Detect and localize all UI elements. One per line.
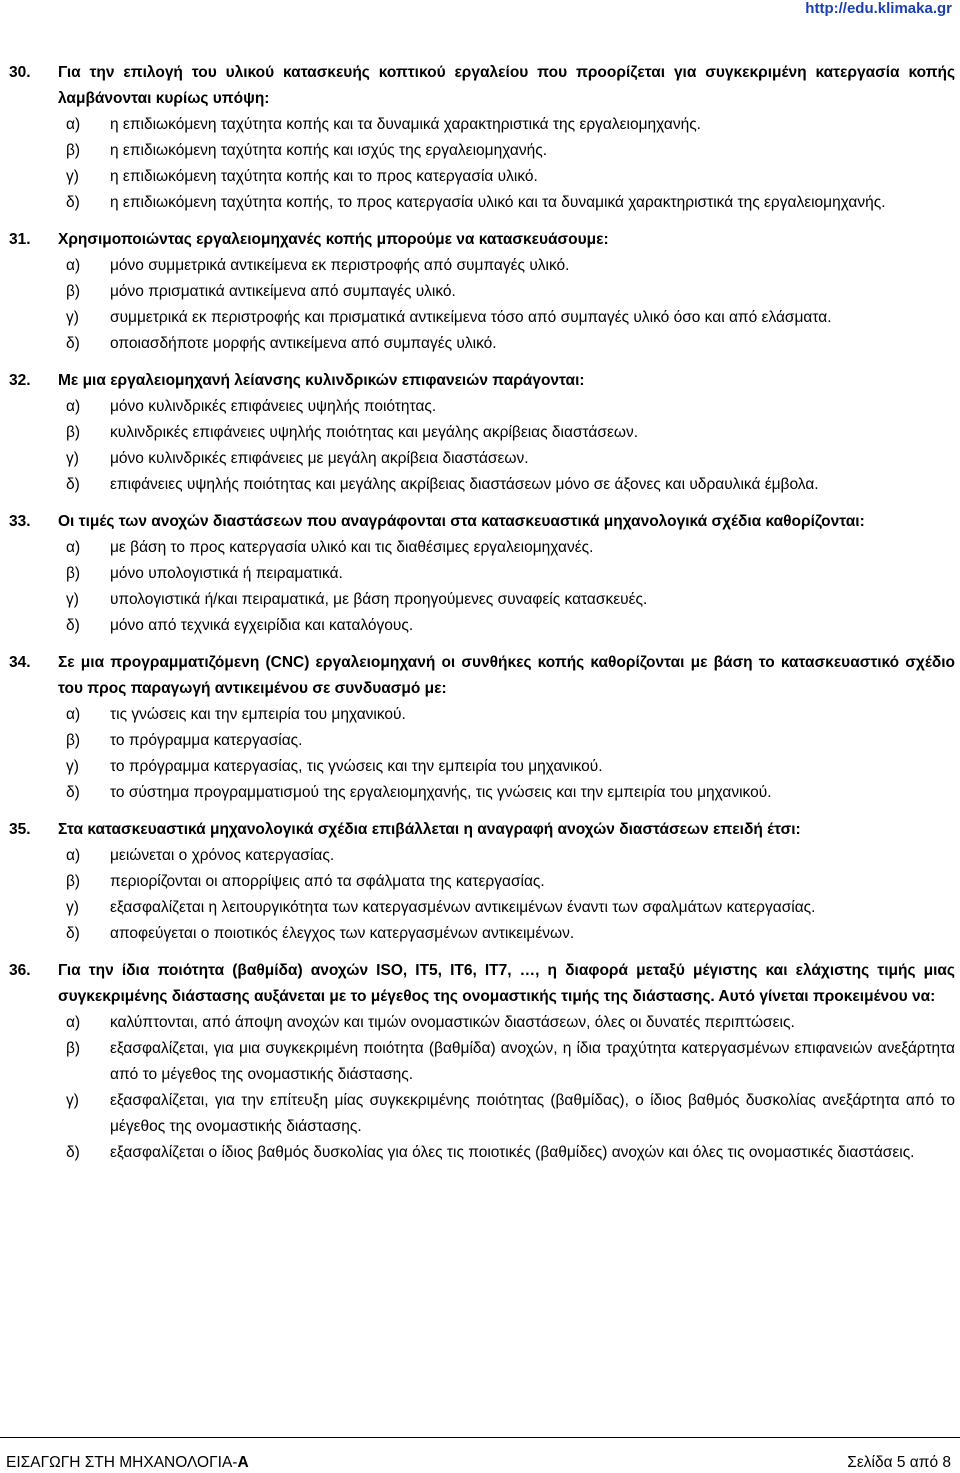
option-letter: γ) [66,450,79,467]
option-letter: α) [66,1014,81,1031]
option-c [0,754,960,780]
option-text: εξασφαλίζεται, για την επίτευξη μίας συγκεκριμένης ποιότητας (βαθμίδας), ο ίδιος βαθμός δυσκολίας ανεξάρτητα από το μέγεθος της ονομαστικής διάστασης. [110,1092,955,1135]
option-text: οποιασδήποτε μορφής αντικείμενα από συμπαγές υλικό. [110,335,497,352]
option-letter: δ) [66,194,80,211]
option-letter: β) [66,283,81,300]
option-letter: δ) [66,476,80,493]
question-34 [0,650,960,806]
option-c [0,895,960,921]
option-b [0,869,960,895]
option-letter: δ) [66,617,80,634]
option-text: το πρόγραμμα κατεργασίας. [110,732,303,749]
option-letter: α) [66,847,81,864]
option-d [0,190,960,216]
option-d [0,921,960,947]
option-text: μόνο συμμετρικά αντικείμενα εκ περιστροφής από συμπαγές υλικό. [110,257,570,274]
option-c [0,305,960,331]
question-number: 33. [9,513,31,530]
option-a [0,1010,960,1036]
option-letter: β) [66,732,81,749]
option-letter: β) [66,1040,81,1057]
footer-course-title [6,1454,249,1472]
option-letter: β) [66,565,81,582]
question-text: Σε μια προγραμματιζόμενη (CNC) εργαλειομηχανή οι συνθήκες κοπής καθορίζονται με βάση το κατασκευαστικό σχέδιο του προς παραγωγή αντικειμένου σε συνδυασμό με: [58,654,955,697]
option-letter: γ) [66,591,79,608]
option-text: καλύπτονται, από άποψη ανοχών και τιμών ονομαστικών διαστάσεων, όλες οι δυνατές περιπτώσεις. [110,1014,795,1031]
option-text: εξασφαλίζεται, για μια συγκεκριμένη ποιότητα (βαθμίδα) ανοχών, η ίδια τραχύτητα κατεργασμένων επιφανειών ανεξάρτητα από το μέγεθος της ονομαστικής διάστασης. [110,1040,955,1083]
option-letter: β) [66,424,81,441]
question-35 [0,817,960,947]
option-text: αποφεύγεται ο ποιοτικός έλεγχος των κατεργασμένων αντικειμένων. [110,925,575,942]
option-text: τις γνώσεις και την εμπειρία του μηχανικού. [110,706,406,723]
option-letter: δ) [66,925,80,942]
footer-page-number: Σελίδα 5 από 8 [847,1454,951,1471]
option-text: μόνο κυλινδρικές επιφάνειες με μεγάλη ακρίβεια διαστάσεων. [110,450,529,467]
question-number: 32. [9,372,31,389]
option-d [0,472,960,498]
option-letter: γ) [66,168,79,185]
option-letter: γ) [66,899,79,916]
option-letter: δ) [66,335,80,352]
option-d [0,613,960,639]
option-text: επιφάνειες υψηλής ποιότητας και μεγάλης ακρίβειας διαστάσεων μόνο σε άξονες και υδραυλικά έμβολα. [110,476,819,493]
option-letter: α) [66,116,81,133]
question-text: Με μια εργαλειομηχανή λείανσης κυλινδρικών επιφανειών παράγονται: [58,372,585,389]
option-text: συμμετρικά εκ περιστροφής και πρισματικά αντικείμενα τόσο από συμπαγές υλικό όσο και από ελάσματα. [110,309,832,326]
option-text: μόνο υπολογιστικά ή πειραματικά. [110,565,343,582]
option-a [0,535,960,561]
option-text: εξασφαλίζεται η λειτουργικότητα των κατεργασμένων αντικειμένων έναντι των σφαλμάτων κατεργασίας. [110,899,816,916]
option-text: μόνο από τεχνικά εγχειρίδια και καταλόγους. [110,617,414,634]
question-text: Χρησιμοποιώντας εργαλειομηχανές κοπής μπορούμε να κατασκευάσουμε: [58,231,609,248]
option-d [0,331,960,357]
option-d [0,780,960,806]
option-letter: α) [66,539,81,556]
option-letter: δ) [66,1144,80,1161]
option-b [0,1036,960,1088]
option-letter: α) [66,257,81,274]
option-text: η επιδιωκόμενη ταχύτητα κοπής και τα δυναμικά χαρακτηριστικά της εργαλειομηχανής. [110,116,701,133]
option-c [0,1088,960,1140]
option-b [0,420,960,446]
question-number: 30. [9,64,31,81]
option-letter: β) [66,873,81,890]
option-letter: α) [66,706,81,723]
option-c [0,164,960,190]
question-32 [0,368,960,498]
option-text: η επιδιωκόμενη ταχύτητα κοπής και το προς κατεργασία υλικό. [110,168,538,185]
course-title-text: ΕΙΣΑΓΩΓΗ ΣΤΗ ΜΗΧΑΝΟΛΟΓΙΑ- [6,1454,238,1471]
option-b [0,561,960,587]
option-text: περιορίζονται οι απορρίψεις από τα σφάλματα της κατεργασίας. [110,873,545,890]
question-33 [0,509,960,639]
option-d [0,1140,960,1166]
questions-list [0,60,960,1177]
question-text: Για την επιλογή του υλικού κατασκευής κοπτικού εργαλείου που προορίζεται για συγκεκριμένη κατεργασία κοπής λαμβάνονται κυρίως υπόψη: [58,64,955,107]
option-letter: γ) [66,1092,79,1109]
question-36 [0,958,960,1166]
option-a [0,702,960,728]
option-letter: δ) [66,784,80,801]
option-c [0,587,960,613]
question-number: 31. [9,231,31,248]
question-text: Για την ίδια ποιότητα (βαθμίδα) ανοχών ISO, IT5, IT6, IT7, …, η διαφορά μεταξύ μέγιστης και ελάχιστης τιμής μιας συγκεκριμένης διάστασης αυξάνεται με το μέγεθος της ονομαστικής τιμής της διάστασης. Αυτό γίνεται προκειμένου να: [58,962,955,1005]
option-c [0,446,960,472]
option-text: το σύστημα προγραμματισμού της εργαλειομηχανής, τις γνώσεις και την εμπειρία του μηχανικού. [110,784,772,801]
option-letter: α) [66,398,81,415]
option-text: με βάση το προς κατεργασία υλικό και τις διαθέσιμες εργαλειομηχανές. [110,539,594,556]
option-text: το πρόγραμμα κατεργασίας, τις γνώσεις και την εμπειρία του μηχανικού. [110,758,603,775]
site-url-link[interactable]: http://edu.klimaka.gr [805,0,952,17]
option-text: εξασφαλίζεται ο ίδιος βαθμός δυσκολίας για όλες τις ποιοτικές (βαθμίδες) ανοχών και όλες τις ονομαστικές διαστάσεις. [110,1144,915,1161]
option-text: μειώνεται ο χρόνος κατεργασίας. [110,847,335,864]
course-title-suffix: Α [237,1454,249,1471]
question-number: 35. [9,821,31,838]
option-text: υπολογιστικά ή/και πειραματικά, με βάση προηγούμενες συναφείς κατασκευές. [110,591,648,608]
option-a [0,112,960,138]
option-text: η επιδιωκόμενη ταχύτητα κοπής, το προς κατεργασία υλικό και τα δυναμικά χαρακτηριστικά της εργαλειομηχανής. [110,194,886,211]
option-letter: β) [66,142,81,159]
option-a [0,394,960,420]
question-number: 34. [9,654,31,671]
option-b [0,279,960,305]
page-footer [0,1437,960,1471]
option-text: μόνο κυλινδρικές επιφάνειες υψηλής ποιότητας. [110,398,437,415]
option-text: κυλινδρικές επιφάνειες υψηλής ποιότητας και μεγάλης ακρίβειας διαστάσεων. [110,424,639,441]
option-letter: γ) [66,758,79,775]
question-number: 36. [9,962,31,979]
option-a [0,843,960,869]
option-text: μόνο πρισματικά αντικείμενα από συμπαγές υλικό. [110,283,456,300]
option-letter: γ) [66,309,79,326]
question-text: Οι τιμές των ανοχών διαστάσεων που αναγράφονται στα κατασκευαστικά μηχανολογικά σχέδια καθορίζονται: [58,513,865,530]
option-text: η επιδιωκόμενη ταχύτητα κοπής και ισχύς της εργαλειομηχανής. [110,142,548,159]
option-b [0,138,960,164]
option-a [0,253,960,279]
option-b [0,728,960,754]
question-31 [0,227,960,357]
question-text: Στα κατασκευαστικά μηχανολογικά σχέδια επιβάλλεται η αναγραφή ανοχών διαστάσεων επειδή έτσι: [58,821,801,838]
question-30 [0,60,960,216]
